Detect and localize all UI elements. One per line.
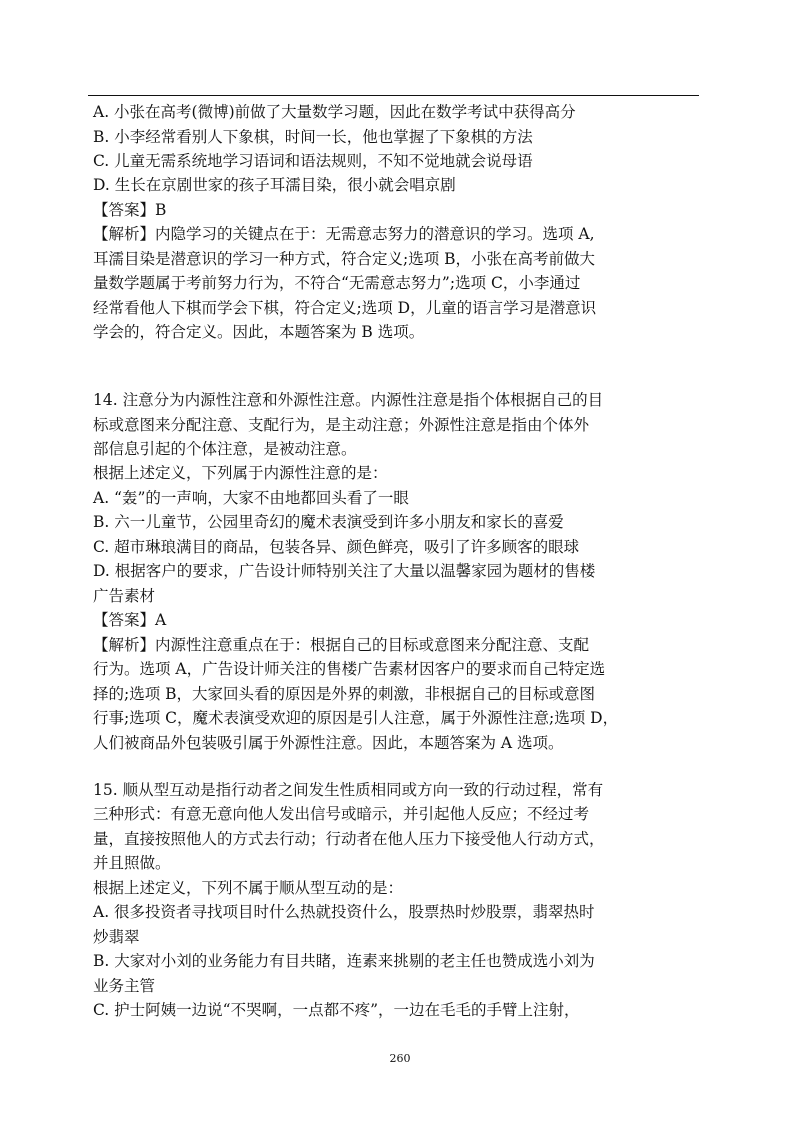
- analysis-q14-line-2: 行为。选项 A，广告设计师关注的售楼广告素材因客户的要求而自己特定选: [93, 660, 606, 678]
- analysis-q14-line-5: 人们被商品外包装吸引属于外源性注意。因此，本题答案为 A 选项。: [93, 734, 564, 752]
- option-a-q13: A. 小张在高考(微博)前做了大量数学习题，因此在数学考试中获得高分: [93, 103, 576, 121]
- analysis-q13-line-1: 【解析】内隐学习的关键点在于：无需意志努力的潜意识的学习。选项 A,: [93, 225, 595, 243]
- question-14-line-2: 标或意图来分配注意、支配行为，是主动注意；外源性注意是指由个体外: [93, 416, 590, 434]
- question-15-prompt: 根据上述定义，下列不属于顺从型互动的是：: [93, 879, 404, 897]
- option-b-q15-line-1: B. 大家对小刘的业务能力有目共睹，连素来挑剔的老主任也赞成选小刘为: [93, 952, 595, 970]
- page-number: 260: [389, 1052, 411, 1065]
- analysis-q13-line-2: 耳濡目染是潜意识的学习一种方式，符合定义;选项 B，小张在高考前做大: [93, 250, 596, 268]
- question-15-line-1: 15. 顺从型互动是指行动者之间发生性质相同或方向一致的行动过程，常有: [93, 781, 604, 799]
- question-15-line-3: 量，直接按照他人的方式去行动；行动者在他人压力下接受他人行动方式，: [93, 830, 605, 848]
- option-d-q14-line-2: 广告素材: [93, 587, 156, 605]
- option-d-q13: D. 生长在京剧世家的孩子耳濡目染，很小就会唱京剧: [93, 176, 456, 194]
- analysis-q14-line-4: 行事;选项 C，魔术表演受欢迎的原因是引人注意，属于外源性注意;选项 D，: [93, 709, 619, 727]
- option-b-q15-line-2: 业务主管: [93, 977, 156, 995]
- option-a-q15-line-2: 炒翡翠: [93, 928, 140, 946]
- analysis-q13-line-5: 学会的，符合定义。因此，本题答案为 B 选项。: [93, 323, 425, 341]
- option-c-q14: C. 超市琳琅满目的商品，包装各异、颜色鲜亮，吸引了许多顾客的眼球: [93, 538, 580, 556]
- option-a-q14: A. “轰”的一声响，大家不由地都回头看了一眼: [93, 489, 409, 507]
- analysis-q14-line-3: 择的;选项 B，大家回头看的原因是外界的刺激，非根据自己的目标或意图: [93, 685, 596, 703]
- option-d-q14-line-1: D. 根据客户的要求，广告设计师特别关注了大量以温馨家园为题材的售楼: [93, 562, 596, 580]
- analysis-q14-line-1: 【解析】内源性注意重点在于：根据自己的目标或意图来分配注意、支配: [93, 636, 590, 654]
- question-15-line-4: 并且照做。: [93, 854, 171, 872]
- option-b-q14: B. 六一儿童节，公园里奇幻的魔术表演受到许多小朋友和家长的喜爱: [93, 513, 564, 531]
- analysis-q13-line-4: 经常看他人下棋而学会下棋，符合定义;选项 D，儿童的语言学习是潜意识: [93, 299, 597, 317]
- analysis-q13-line-3: 量数学题属于考前努力行为，不符合“无需意志努力”;选项 C，小李通过: [93, 274, 581, 292]
- option-c-q15-line-1: C. 护士阿姨一边说“不哭啊，一点都不疼”，一边在毛毛的手臂上注射，: [93, 1001, 580, 1019]
- question-15-line-2: 三种形式：有意无意向他人发出信号或暗示，并引起他人反应；不经过考: [93, 805, 590, 823]
- question-14-prompt: 根据上述定义，下列属于内源性注意的是：: [93, 464, 388, 482]
- question-14-line-3: 部信息引起的个体注意，是被动注意。: [93, 440, 357, 458]
- option-b-q13: B. 小李经常看别人下象棋，时间一长，他也掌握了下象棋的方法: [93, 128, 533, 146]
- option-a-q15-line-1: A. 很多投资者寻找项目时什么热就投资什么，股票热时炒股票，翡翠热时: [93, 903, 595, 921]
- answer-q13: 【答案】B: [93, 201, 167, 219]
- answer-q14: 【答案】A: [93, 611, 167, 629]
- question-14-line-1: 14. 注意分为内源性注意和外源性注意。内源性注意是指个体根据自己的目: [93, 391, 604, 409]
- header-rule: [88, 95, 699, 96]
- option-c-q13: C. 儿童无需系统地学习语词和语法规则，不知不觉地就会说母语: [93, 152, 533, 170]
